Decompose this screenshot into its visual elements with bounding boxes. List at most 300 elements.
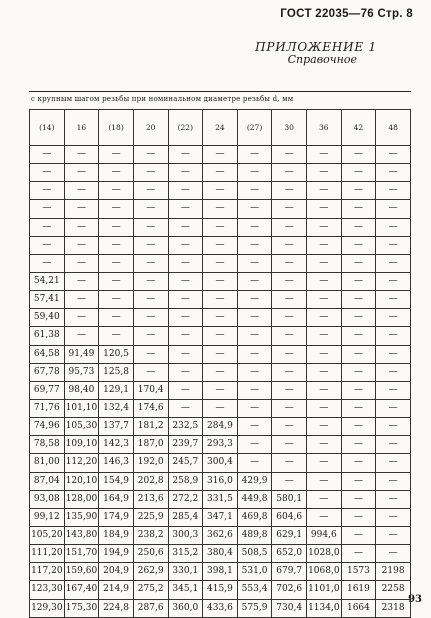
- table-cell: —: [168, 272, 203, 290]
- table-cell: —: [64, 309, 99, 327]
- table-cell: 316,0: [203, 472, 238, 490]
- table-cell: 315,2: [168, 545, 203, 563]
- table-cell: —: [30, 164, 65, 182]
- table-cell: —: [341, 472, 376, 490]
- table-cell: —: [133, 146, 168, 164]
- table-cell: —: [341, 236, 376, 254]
- table-cell: 105,30: [64, 418, 99, 436]
- table-row: [30, 418, 411, 436]
- table-cell: —: [203, 164, 238, 182]
- table-cell: 109,10: [64, 436, 99, 454]
- table-row: [30, 563, 411, 581]
- table-cell: —: [133, 309, 168, 327]
- table-cell: 99,12: [30, 508, 65, 526]
- table-cell: 1619: [341, 581, 376, 599]
- table-cell: —: [376, 236, 411, 254]
- table-row: [30, 526, 411, 544]
- table-cell: —: [99, 272, 134, 290]
- table-cell: —: [341, 146, 376, 164]
- table-cell: —: [376, 146, 411, 164]
- table-cell: —: [99, 327, 134, 345]
- table-cell: 129,1: [99, 381, 134, 399]
- table-cell: —: [203, 291, 238, 309]
- table-cell: —: [341, 309, 376, 327]
- table-cell: —: [237, 454, 272, 472]
- table-cell: 117,20: [30, 563, 65, 581]
- table-cell: —: [64, 291, 99, 309]
- table-cell: 159,60: [64, 563, 99, 581]
- table-cell: —: [168, 236, 203, 254]
- table-cell: —: [99, 164, 134, 182]
- table-cell: —: [307, 418, 342, 436]
- table-cell: —: [307, 508, 342, 526]
- table-cell: —: [307, 363, 342, 381]
- table-row: [30, 291, 411, 309]
- table-cell: 1664: [341, 599, 376, 617]
- table-cell: —: [272, 309, 307, 327]
- table-cell: —: [307, 381, 342, 399]
- table-cell: —: [133, 363, 168, 381]
- table-cell: —: [307, 200, 342, 218]
- table-cell: 300,4: [203, 454, 238, 472]
- table-cell: —: [272, 200, 307, 218]
- table-cell: 187,0: [133, 436, 168, 454]
- table-cell: —: [376, 545, 411, 563]
- table-cell: —: [133, 291, 168, 309]
- table-cell: 120,10: [64, 472, 99, 490]
- table-cell: —: [133, 200, 168, 218]
- table-cell: 1101,0: [307, 581, 342, 599]
- table-cell: —: [168, 345, 203, 363]
- table-cell: —: [272, 272, 307, 290]
- table-row: [30, 146, 411, 164]
- table-row: [30, 581, 411, 599]
- table-row: [30, 472, 411, 490]
- table-cell: 300,3: [168, 526, 203, 544]
- table-cell: —: [376, 200, 411, 218]
- table-cell: 702,6: [272, 581, 307, 599]
- table-row: [30, 200, 411, 218]
- table-cell: —: [203, 200, 238, 218]
- table-cell: —: [30, 146, 65, 164]
- table-cell: 202,8: [133, 472, 168, 490]
- table-cell: —: [307, 236, 342, 254]
- table-cell: —: [168, 363, 203, 381]
- table-cell: 87,04: [30, 472, 65, 490]
- table-cell: —: [99, 291, 134, 309]
- table-cell: —: [376, 309, 411, 327]
- table-cell: —: [376, 490, 411, 508]
- table-cell: 1068,0: [307, 563, 342, 581]
- table-cell: 81,00: [30, 454, 65, 472]
- table-cell: 174,9: [99, 508, 134, 526]
- table-cell: —: [99, 146, 134, 164]
- table-cell: —: [237, 291, 272, 309]
- table-row: [30, 345, 411, 363]
- column-header: 42: [341, 110, 376, 146]
- table-row: [30, 309, 411, 327]
- table-cell: 175,30: [64, 599, 99, 617]
- column-header: 36: [307, 110, 342, 146]
- table-cell: —: [237, 182, 272, 200]
- table-cell: —: [237, 164, 272, 182]
- table-cell: 132,4: [99, 399, 134, 417]
- table-cell: —: [341, 363, 376, 381]
- table-cell: —: [64, 218, 99, 236]
- table-cell: 272,2: [168, 490, 203, 508]
- table-cell: 120,5: [99, 345, 134, 363]
- table-cell: 123,30: [30, 581, 65, 599]
- table-cell: 151,70: [64, 545, 99, 563]
- table-cell: 2318: [376, 599, 411, 617]
- table-cell: 508,5: [237, 545, 272, 563]
- table-cell: 194,9: [99, 545, 134, 563]
- table-cell: —: [341, 218, 376, 236]
- table-row: [30, 599, 411, 617]
- table-cell: 1028,0: [307, 545, 342, 563]
- table-cell: —: [99, 182, 134, 200]
- table-cell: 345,1: [168, 581, 203, 599]
- table-cell: —: [307, 399, 342, 417]
- table-cell: —: [307, 218, 342, 236]
- table-cell: 652,0: [272, 545, 307, 563]
- table-cell: —: [307, 164, 342, 182]
- table-cell: 54,21: [30, 272, 65, 290]
- table-cell: 994,6: [307, 526, 342, 544]
- table-cell: —: [133, 327, 168, 345]
- table-cell: 64,58: [30, 345, 65, 363]
- table-cell: —: [237, 399, 272, 417]
- table-row: [30, 545, 411, 563]
- table-cell: —: [272, 345, 307, 363]
- table-cell: 284,9: [203, 418, 238, 436]
- table-cell: —: [30, 236, 65, 254]
- table-cell: —: [99, 200, 134, 218]
- table-cell: 285,4: [168, 508, 203, 526]
- table-cell: —: [272, 436, 307, 454]
- table-cell: 93,08: [30, 490, 65, 508]
- table-cell: 67,78: [30, 363, 65, 381]
- thread-data-table: [29, 109, 411, 618]
- table-cell: —: [272, 418, 307, 436]
- table-cell: —: [341, 291, 376, 309]
- table-cell: —: [307, 454, 342, 472]
- table-cell: 575,9: [237, 599, 272, 617]
- table-cell: —: [64, 272, 99, 290]
- table-cell: —: [168, 327, 203, 345]
- table-cell: —: [307, 272, 342, 290]
- table-cell: —: [307, 472, 342, 490]
- table-cell: —: [64, 254, 99, 272]
- table-cell: —: [237, 345, 272, 363]
- table-cell: 204,9: [99, 563, 134, 581]
- table-cell: —: [30, 218, 65, 236]
- table-cell: —: [168, 146, 203, 164]
- table-cell: —: [341, 508, 376, 526]
- column-header: 24: [203, 110, 238, 146]
- table-cell: —: [237, 236, 272, 254]
- table-cell: —: [341, 454, 376, 472]
- table-cell: —: [272, 254, 307, 272]
- table-cell: —: [133, 236, 168, 254]
- table-cell: —: [272, 327, 307, 345]
- table-cell: 167,40: [64, 581, 99, 599]
- table-cell: —: [307, 291, 342, 309]
- table-cell: —: [99, 236, 134, 254]
- table-cell: —: [376, 526, 411, 544]
- table-cell: —: [168, 182, 203, 200]
- table-cell: —: [376, 272, 411, 290]
- table-cell: —: [203, 272, 238, 290]
- table-cell: 143,80: [64, 526, 99, 544]
- table-cell: —: [341, 272, 376, 290]
- table-cell: 95,73: [64, 363, 99, 381]
- table-cell: —: [341, 545, 376, 563]
- table-cell: 580,1: [272, 490, 307, 508]
- table-cell: 489,8: [237, 526, 272, 544]
- table-cell: 262,9: [133, 563, 168, 581]
- table-cell: 238,2: [133, 526, 168, 544]
- table-row: [30, 490, 411, 508]
- table-cell: —: [133, 182, 168, 200]
- table-cell: 146,3: [99, 454, 134, 472]
- table-cell: —: [307, 345, 342, 363]
- table-cell: 2198: [376, 563, 411, 581]
- table-cell: —: [30, 182, 65, 200]
- table-cell: 154,9: [99, 472, 134, 490]
- table-cell: 174,6: [133, 399, 168, 417]
- table-row: [30, 454, 411, 472]
- table-cell: 730,4: [272, 599, 307, 617]
- table-cell: 293,3: [203, 436, 238, 454]
- table-cell: 192,0: [133, 454, 168, 472]
- table-cell: —: [237, 200, 272, 218]
- table-cell: —: [237, 218, 272, 236]
- table-cell: —: [272, 472, 307, 490]
- table-cell: 1134,0: [307, 599, 342, 617]
- table-cell: 101,10: [64, 399, 99, 417]
- table-cell: 287,6: [133, 599, 168, 617]
- table-cell: 232,5: [168, 418, 203, 436]
- table-cell: —: [272, 218, 307, 236]
- table-cell: —: [99, 309, 134, 327]
- table-cell: 469,8: [237, 508, 272, 526]
- table-cell: 137,7: [99, 418, 134, 436]
- table-caption: с крупным шагом резьбы при номинальном диаметре резьбы d, мм: [31, 95, 294, 103]
- table-cell: 59,40: [30, 309, 65, 327]
- table-cell: —: [203, 236, 238, 254]
- table-cell: —: [203, 254, 238, 272]
- table-cell: 214,9: [99, 581, 134, 599]
- table-cell: 170,4: [133, 381, 168, 399]
- table-cell: 164,9: [99, 490, 134, 508]
- table-cell: 57,41: [30, 291, 65, 309]
- table-cell: —: [168, 254, 203, 272]
- table-row: [30, 272, 411, 290]
- table-cell: 330,1: [168, 563, 203, 581]
- table-cell: —: [376, 399, 411, 417]
- table-cell: —: [307, 327, 342, 345]
- table-row: [30, 164, 411, 182]
- table-cell: —: [237, 272, 272, 290]
- table-cell: —: [341, 345, 376, 363]
- table-cell: —: [64, 236, 99, 254]
- column-header: 20: [133, 110, 168, 146]
- table-cell: —: [64, 200, 99, 218]
- table-row: [30, 254, 411, 272]
- table-row: [30, 436, 411, 454]
- table-cell: —: [272, 363, 307, 381]
- table-cell: 347,1: [203, 508, 238, 526]
- table-cell: 105,20: [30, 526, 65, 544]
- table-cell: 380,4: [203, 545, 238, 563]
- table-cell: —: [376, 254, 411, 272]
- table-row: [30, 182, 411, 200]
- table-cell: 398,1: [203, 563, 238, 581]
- table-cell: —: [272, 236, 307, 254]
- table-cell: —: [376, 363, 411, 381]
- table-cell: —: [376, 182, 411, 200]
- table-cell: —: [64, 327, 99, 345]
- column-header: (18): [99, 110, 134, 146]
- table-cell: —: [203, 327, 238, 345]
- table-cell: 135,90: [64, 508, 99, 526]
- table-cell: 74,96: [30, 418, 65, 436]
- table-cell: 213,6: [133, 490, 168, 508]
- table-cell: 2258: [376, 581, 411, 599]
- table-cell: —: [168, 399, 203, 417]
- table-cell: 245,7: [168, 454, 203, 472]
- table-cell: —: [168, 200, 203, 218]
- table-cell: 429,9: [237, 472, 272, 490]
- table-cell: 111,20: [30, 545, 65, 563]
- table-cell: —: [341, 418, 376, 436]
- table-cell: —: [272, 399, 307, 417]
- table-row: [30, 327, 411, 345]
- table-cell: 275,2: [133, 581, 168, 599]
- table-cell: —: [99, 218, 134, 236]
- table-cell: 112,20: [64, 454, 99, 472]
- table-row: [30, 399, 411, 417]
- table-cell: 224,8: [99, 599, 134, 617]
- table-cell: —: [341, 436, 376, 454]
- table-cell: 125,8: [99, 363, 134, 381]
- table-cell: —: [341, 526, 376, 544]
- table-row: [30, 218, 411, 236]
- table-cell: —: [133, 164, 168, 182]
- table-cell: 69,77: [30, 381, 65, 399]
- table-cell: —: [376, 327, 411, 345]
- table-cell: —: [376, 164, 411, 182]
- table-cell: —: [307, 254, 342, 272]
- table-cell: —: [307, 436, 342, 454]
- table-cell: —: [272, 291, 307, 309]
- table-cell: 129,30: [30, 599, 65, 617]
- table-cell: —: [64, 164, 99, 182]
- table-cell: —: [203, 218, 238, 236]
- table-cell: 679,7: [272, 563, 307, 581]
- table-cell: —: [237, 327, 272, 345]
- table-cell: —: [341, 381, 376, 399]
- column-header: (14): [30, 110, 65, 146]
- table-cell: 331,5: [203, 490, 238, 508]
- table-cell: —: [30, 200, 65, 218]
- table-cell: —: [168, 309, 203, 327]
- table-cell: —: [237, 418, 272, 436]
- table-cell: 78,58: [30, 436, 65, 454]
- appendix-reference-label: Справочное: [287, 53, 357, 66]
- table-cell: —: [272, 454, 307, 472]
- table-cell: 91,49: [64, 345, 99, 363]
- table-cell: —: [237, 146, 272, 164]
- table-cell: —: [168, 164, 203, 182]
- table-cell: 250,6: [133, 545, 168, 563]
- column-header: (27): [237, 110, 272, 146]
- table-cell: —: [272, 182, 307, 200]
- table-cell: 128,00: [64, 490, 99, 508]
- table-cell: —: [376, 436, 411, 454]
- table-row: [30, 508, 411, 526]
- table-cell: —: [376, 218, 411, 236]
- table-body: [30, 146, 411, 618]
- table-cell: —: [376, 508, 411, 526]
- table-cell: —: [341, 254, 376, 272]
- column-header: 16: [64, 110, 99, 146]
- table-cell: —: [341, 327, 376, 345]
- top-rule: [29, 91, 411, 92]
- table-cell: 258,9: [168, 472, 203, 490]
- table-row: [30, 381, 411, 399]
- table-cell: 629,1: [272, 526, 307, 544]
- table-cell: 531,0: [237, 563, 272, 581]
- table-cell: —: [237, 381, 272, 399]
- table-cell: 239,7: [168, 436, 203, 454]
- table-cell: —: [168, 218, 203, 236]
- table-cell: 61,38: [30, 327, 65, 345]
- table-cell: —: [307, 490, 342, 508]
- table-cell: —: [376, 291, 411, 309]
- table-cell: —: [376, 345, 411, 363]
- table-cell: —: [341, 490, 376, 508]
- table-cell: 362,6: [203, 526, 238, 544]
- column-header: (22): [168, 110, 203, 146]
- table-cell: 553,4: [237, 581, 272, 599]
- table-cell: —: [237, 254, 272, 272]
- table-cell: —: [203, 399, 238, 417]
- table-cell: 71,76: [30, 399, 65, 417]
- table-cell: —: [341, 164, 376, 182]
- table-cell: —: [376, 472, 411, 490]
- table-cell: —: [237, 309, 272, 327]
- table-cell: —: [133, 254, 168, 272]
- table-cell: —: [307, 309, 342, 327]
- table-cell: —: [203, 363, 238, 381]
- table-cell: —: [133, 345, 168, 363]
- table-cell: —: [341, 182, 376, 200]
- table-cell: —: [203, 345, 238, 363]
- table-cell: 415,9: [203, 581, 238, 599]
- page-number: 93: [408, 594, 422, 605]
- table-cell: —: [272, 146, 307, 164]
- table-cell: 1573: [341, 563, 376, 581]
- table-cell: —: [376, 418, 411, 436]
- table-row: [30, 363, 411, 381]
- table-cell: 433,6: [203, 599, 238, 617]
- table-cell: —: [307, 182, 342, 200]
- table-cell: —: [203, 146, 238, 164]
- table-cell: —: [133, 218, 168, 236]
- table-cell: 225,9: [133, 508, 168, 526]
